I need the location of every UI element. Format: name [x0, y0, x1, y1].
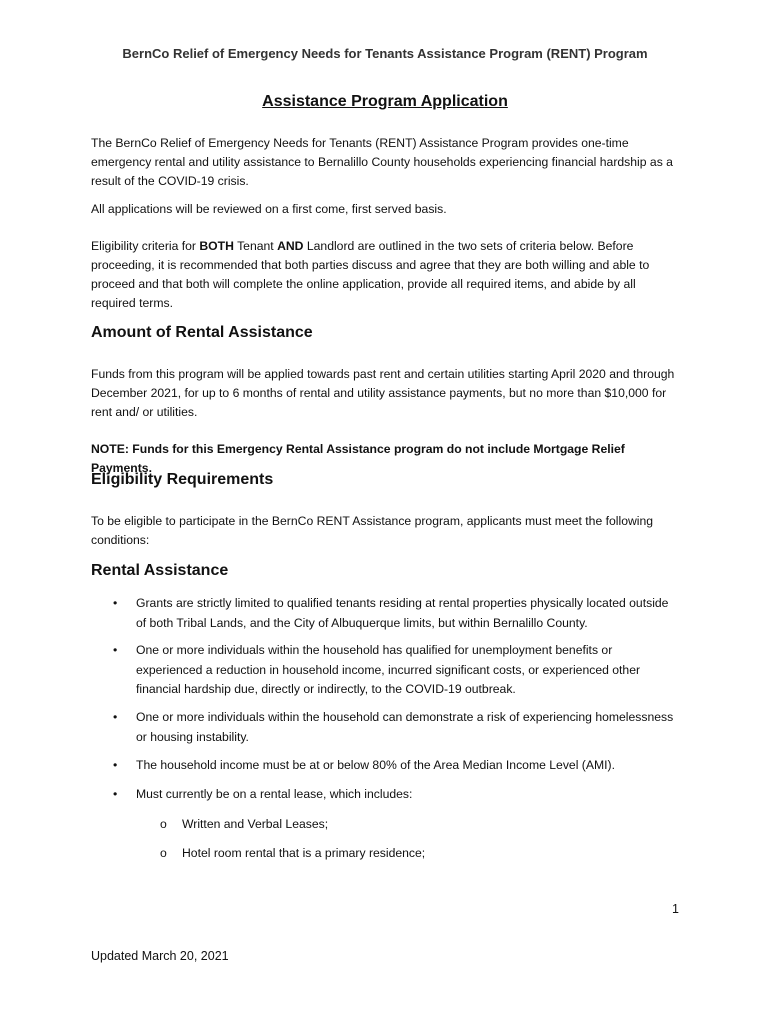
eligibility-heading: Eligibility Requirements — [91, 471, 274, 488]
list-item-text: Must currently be on a rental lease, which includes: — [136, 787, 413, 801]
sub-list-item-text: Written and Verbal Leases; — [182, 817, 329, 831]
eligibility-intro-bold-both: BOTH — [199, 239, 234, 253]
eligibility-intro-text-3: Landlord are outlined in the two sets of criteria below. Before proceeding, it is recommended that both parties discuss and agree that they are both willing and able to proceed and that both will complete the online application, provide all required items, and abide by all required terms. — [91, 239, 650, 310]
page-number: 1 — [672, 902, 679, 916]
list-item-text: One or more individuals within the household has qualified for unemployment benefits or experienced a reduction in household income, incurred significant costs, or experienced other financial hardship due, directly or indirectly, to the COVID-19 outbreak. — [136, 643, 641, 696]
eligibility-intro-paragraph — [91, 237, 681, 313]
intro-paragraph: The BernCo Relief of Emergency Needs for Tenants (RENT) Assistance Program provides one-time emergency rental and utility assistance to Bernalillo County households experiencing financial hardship as a result of the COVID-19 crisis. — [91, 136, 673, 188]
eligibility-intro-text-1: Eligibility criteria for — [91, 239, 200, 253]
list-item-text: The household income must be at or below 80% of the Area Median Income Level (AMI). — [136, 758, 615, 772]
sub-bullet-icon: o — [160, 846, 167, 860]
bullet-icon: • — [113, 596, 118, 610]
sub-list-item-text: Hotel room rental that is a primary residence; — [182, 846, 426, 860]
bullet-icon: • — [113, 758, 118, 772]
amount-paragraph: Funds from this program will be applied towards past rent and certain utilities starting April 2020 and through December 2021, for up to 6 months of rental and utility assistance payments, but no more than $10,000 for rent and/ or utilities. — [91, 367, 675, 419]
review-note: All applications will be reviewed on a first come, first served basis. — [91, 202, 447, 216]
list-item-text: Grants are strictly limited to qualified tenants residing at rental properties physically located outside of both Tribal Lands, and the City of Albuquerque limits, but within Bernalillo County. — [136, 596, 669, 630]
rental-assistance-heading: Rental Assistance — [91, 562, 229, 579]
list-item-text: One or more individuals within the household can demonstrate a risk of experiencing homelessness or housing instability. — [136, 710, 674, 744]
bullet-icon: • — [113, 787, 118, 801]
document-header: BernCo Relief of Emergency Needs for Tenants Assistance Program (RENT) Program — [122, 46, 648, 61]
bullet-icon: • — [113, 710, 118, 724]
sub-bullet-icon: o — [160, 817, 167, 831]
mortgage-note: NOTE: Funds for this Emergency Rental Assistance program do not include Mortgage Relief Payments. — [91, 442, 625, 475]
eligibility-intro-bold-and: AND — [277, 239, 304, 253]
amount-heading: Amount of Rental Assistance — [91, 324, 313, 341]
document-footer: Updated March 20, 2021 — [91, 949, 229, 963]
eligibility-paragraph: To be eligible to participate in the BernCo RENT Assistance program, applicants must meet the following conditions: — [91, 514, 654, 547]
page-title: Assistance Program Application — [262, 93, 508, 110]
bullet-icon: • — [113, 643, 118, 657]
eligibility-intro-text-2: Tenant — [233, 239, 278, 253]
